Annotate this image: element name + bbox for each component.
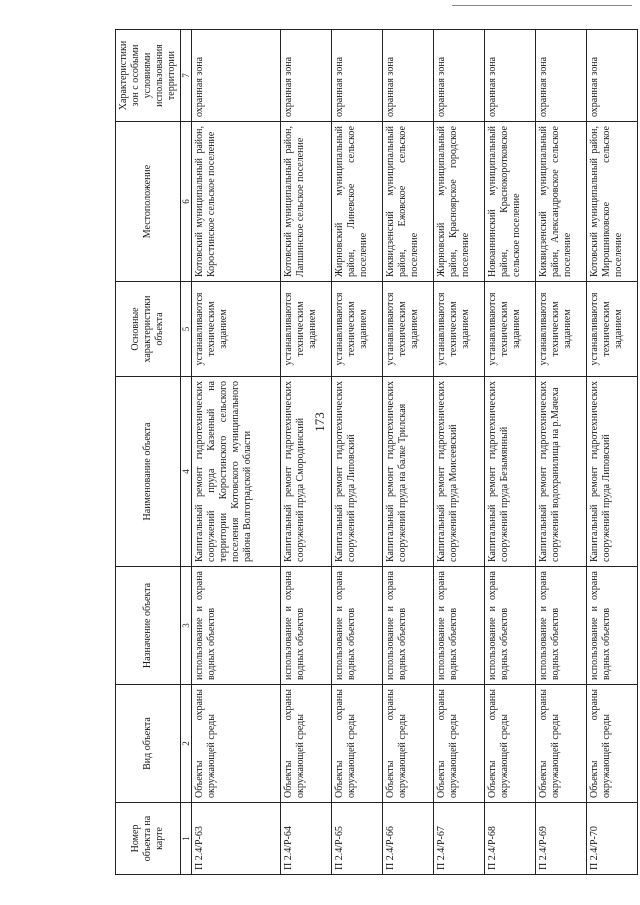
header-name: Наименование объекта [116, 377, 181, 567]
column-number: 6 [181, 122, 192, 282]
object-name: Капитальный ремонт гидротехнических сооружений пруда Моисеевский [434, 377, 485, 567]
object-kind: Объекты охраны окружающей среды [485, 685, 536, 803]
header-kind: Вид объекта [116, 685, 181, 803]
object-zone: охранная зона [536, 30, 587, 122]
object-characteristics: устанавливаются техническим заданием [192, 282, 281, 377]
object-location: Жирновский муниципальный район, Линевское сельское поселение [332, 122, 383, 282]
object-zone: охранная зона [281, 30, 332, 122]
object-name: Капитальный ремонт гидротехнических сооружений пруда Липовский [587, 377, 638, 567]
objects-table [115, 29, 638, 875]
object-zone: охранная зона [587, 30, 638, 122]
object-location: Котовский муниципальный район, Мирошниковское сельское поселение [587, 122, 638, 282]
object-purpose: использование и охрана водных объектов [192, 567, 281, 685]
header-purpose: Назначение объекта [116, 567, 181, 685]
header-location: Местоположение [116, 122, 181, 282]
object-kind: Объекты охраны окружающей среды [383, 685, 434, 803]
table-row [192, 30, 281, 875]
table-row [587, 30, 638, 875]
object-characteristics: устанавливаются техническим заданием [281, 282, 332, 377]
object-number: П 2.4/Р-65 [332, 803, 383, 875]
object-zone: охранная зона [332, 30, 383, 122]
object-kind: Объекты охраны окружающей среды [434, 685, 485, 803]
object-kind: Объекты охраны окружающей среды [192, 685, 281, 803]
table-row [383, 30, 434, 875]
object-purpose: использование и охрана водных объектов [587, 567, 638, 685]
object-number: П 2.4/Р-66 [383, 803, 434, 875]
column-number-row [181, 30, 192, 875]
object-name: Капитальный ремонт гидротехнических сооружений пруда Смородинский [281, 377, 332, 567]
object-kind: Объекты охраны окружающей среды [536, 685, 587, 803]
column-number: 2 [181, 685, 192, 803]
header-row [116, 30, 181, 875]
header-characteristics: Основные характеристики объекта [116, 282, 181, 377]
object-name: Капитальный ремонт гидротехнических сооружений пруда Безымянный [485, 377, 536, 567]
object-location: Новоаннинский муниципальный район, Краснокоротковское сельское поселение [485, 122, 536, 282]
rotated-table-container [115, 30, 630, 875]
object-purpose: использование и охрана водных объектов [281, 567, 332, 685]
object-number: П 2.4/Р-68 [485, 803, 536, 875]
object-characteristics: устанавливаются техническим заданием [383, 282, 434, 377]
column-number: 5 [181, 282, 192, 377]
object-location: Жирновский муниципальный район, Красноярское городское поселение [434, 122, 485, 282]
object-kind: Объекты охраны окружающей среды [281, 685, 332, 803]
table-row [332, 30, 383, 875]
table-row [434, 30, 485, 875]
column-number: 7 [181, 30, 192, 122]
object-characteristics: устанавливаются техническим заданием [536, 282, 587, 377]
column-number: 3 [181, 567, 192, 685]
object-characteristics: устанавливаются техническим заданием [434, 282, 485, 377]
object-purpose: использование и охрана водных объектов [383, 567, 434, 685]
object-kind: Объекты охраны окружающей среды [587, 685, 638, 803]
header-zone: Характеристики зон с особыми условиями использования территории [116, 30, 181, 122]
object-zone: охранная зона [434, 30, 485, 122]
page-number: 173 [312, 412, 327, 432]
table-row [485, 30, 536, 875]
object-number: П 2.4/Р-70 [587, 803, 638, 875]
table-row [536, 30, 587, 875]
object-characteristics: устанавливаются техническим заданием [332, 282, 383, 377]
object-number: П 2.4/Р-64 [281, 803, 332, 875]
object-purpose: использование и охрана водных объектов [536, 567, 587, 685]
object-name: Капитальный ремонт гидротехнических сооружений пруда Липовский [332, 377, 383, 567]
object-name: Капитальный ремонт гидротехнических сооружений пруда на балке Трилская [383, 377, 434, 567]
object-location: Котовский муниципальный район, Коростинское сельское поселение [192, 122, 281, 282]
object-characteristics: устанавливаются техническим заданием [587, 282, 638, 377]
object-location: Киквидзенский муниципальный район, Александровское сельское поселение [536, 122, 587, 282]
column-number: 1 [181, 803, 192, 875]
column-number: 4 [181, 377, 192, 567]
object-characteristics: устанавливаются техническим заданием [485, 282, 536, 377]
object-zone: охранная зона [383, 30, 434, 122]
object-kind: Объекты охраны окружающей среды [332, 685, 383, 803]
object-zone: охранная зона [192, 30, 281, 122]
object-location: Киквидзенский муниципальный район, Ежовское сельское поселение [383, 122, 434, 282]
object-zone: охранная зона [485, 30, 536, 122]
object-number: П 2.4/Р-63 [192, 803, 281, 875]
object-name: Капитальный ремонт гидротехнических сооружений водохранилища на р.Мачеха [536, 377, 587, 567]
table-row [281, 30, 332, 875]
object-purpose: использование и охрана водных объектов [485, 567, 536, 685]
header-number: Номер объекта на карте [116, 803, 181, 875]
object-number: П 2.4/Р-69 [536, 803, 587, 875]
object-purpose: использование и охрана водных объектов [332, 567, 383, 685]
object-location: Котовский муниципальный район, Лапшинское сельское поселение [281, 122, 332, 282]
top-rule [452, 5, 632, 6]
object-number: П 2.4/Р-67 [434, 803, 485, 875]
object-name: Капитальный ремонт гидротехнических сооружений пруда Казенный на территории Коростинского сельского поселения Котовского муниципального района Волгоградской области [192, 377, 281, 567]
object-purpose: использование и охрана водных объектов [434, 567, 485, 685]
